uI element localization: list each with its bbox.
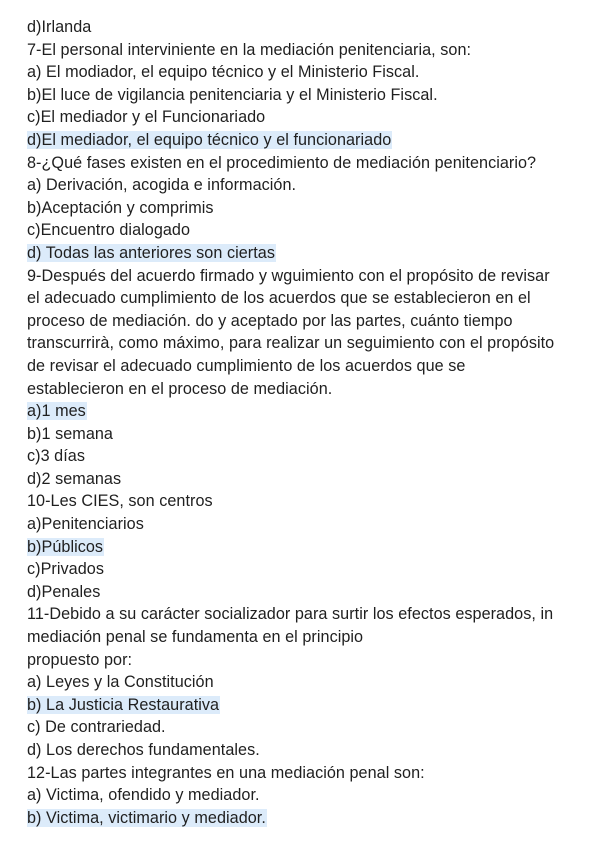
line-text: 9-Después del acuerdo firmado y wguimiento con el propósito de revisar: [27, 266, 550, 285]
line-text: 7-El personal interviniente en la mediación penitenciaria, son:: [27, 40, 472, 59]
text-line: [27, 468, 587, 491]
line-text: a) Victima, ofendido y mediador.: [27, 786, 260, 805]
text-line: [27, 84, 587, 107]
text-line: [27, 490, 587, 513]
line-text: c) De contrariedad.: [27, 718, 166, 737]
line-text: 10-Les CIES, son centros: [27, 492, 213, 511]
text-line: [27, 174, 587, 197]
line-text: c)Encuentro dialogado: [27, 221, 191, 240]
text-line: [27, 649, 587, 672]
line-text: el adecuado cumplimiento de los acuerdos que se establecieron en el: [27, 289, 531, 308]
line-text: b)Aceptación y comprimis: [27, 198, 214, 217]
line-text: 12-Las partes integrantes en una mediación penal son:: [27, 763, 425, 782]
text-line: [27, 287, 587, 310]
text-line: [27, 671, 587, 694]
line-text: a)Penitenciarios: [27, 515, 144, 534]
text-line: [27, 762, 587, 785]
line-text: d)Penales: [27, 582, 101, 601]
text-line: [27, 265, 587, 288]
highlighted-answer-line: [27, 694, 587, 717]
text-line: [27, 581, 587, 604]
line-text: d)2 semanas: [27, 469, 122, 488]
text-line: [27, 332, 587, 355]
line-text: c)Privados: [27, 560, 104, 579]
highlighted-answer-text: b)Públicos: [27, 537, 104, 556]
text-line: [27, 445, 587, 468]
line-text: propuesto por:: [27, 650, 133, 669]
highlighted-answer-text: b) Victima, victimario y mediador.: [27, 808, 266, 827]
line-text: a) Leyes y la Constitución: [27, 673, 214, 692]
line-text: b)1 semana: [27, 424, 113, 443]
text-line: [27, 558, 587, 581]
line-text: d)Irlanda: [27, 18, 92, 36]
text-line: [27, 310, 587, 333]
highlighted-answer-line: [27, 807, 587, 830]
text-line: [27, 152, 587, 175]
text-line: [27, 16, 587, 39]
text-line: [27, 423, 587, 446]
highlighted-answer-line: [27, 536, 587, 559]
line-text: transcurrirà, como máximo, para realizar un seguimiento con el propósito: [27, 334, 555, 353]
text-line: [27, 739, 587, 762]
text-line: [27, 355, 587, 378]
line-text: a) Derivación, acogida e información.: [27, 176, 297, 195]
text-line: [27, 626, 587, 649]
highlighted-answer-text: b) La Justicia Restaurativa: [27, 695, 220, 714]
line-text: c)3 días: [27, 447, 85, 466]
line-text: d) Los derechos fundamentales.: [27, 741, 260, 759]
text-line: [27, 61, 587, 84]
highlighted-answer-line: [27, 242, 587, 265]
text-line: [27, 378, 587, 401]
highlighted-answer-text: a)1 mes: [27, 402, 86, 421]
highlighted-answer-text: d) Todas las anteriores son ciertas: [27, 243, 275, 262]
text-line: [27, 603, 587, 626]
line-text: c)El mediador y el Funcionariado: [27, 108, 266, 127]
line-text: proceso de mediación. do y aceptado por las partes, cuánto tiempo: [27, 311, 513, 330]
text-line: [27, 197, 587, 220]
line-text: 8-¿Qué fases existen en el procedimiento de mediación penitenciario?: [27, 153, 537, 172]
line-text: b)El luce de vigilancia penitenciaria y el Ministerio Fiscal.: [27, 85, 438, 104]
text-line: [27, 219, 587, 242]
document-body: [27, 16, 587, 829]
highlighted-answer-text: d)El mediador, el equipo técnico y el funcionariado: [27, 130, 392, 149]
text-line: [27, 39, 587, 62]
line-text: establecieron en el proceso de mediación.: [27, 379, 333, 398]
text-line: [27, 716, 587, 739]
highlighted-answer-line: [27, 400, 587, 423]
text-line: [27, 106, 587, 129]
text-line: [27, 513, 587, 536]
line-text: mediación penal se fundamenta en el principio: [27, 628, 364, 647]
line-text: de revisar el adecuado cumplimiento de los acuerdos que se: [27, 356, 466, 375]
line-text: a) El modiador, el equipo técnico y el Ministerio Fiscal.: [27, 63, 420, 82]
text-line: [27, 784, 587, 807]
line-text: 11-Debido a su carácter socializador para surtir los efectos esperados, in: [27, 605, 554, 624]
highlighted-answer-line: [27, 129, 587, 152]
